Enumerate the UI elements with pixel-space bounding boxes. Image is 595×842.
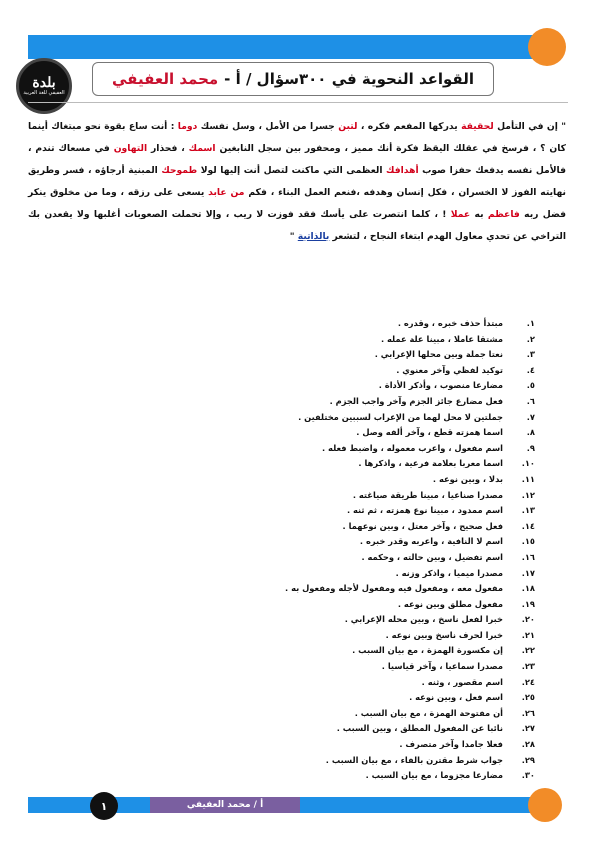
question-number: ٢٣.: [521, 661, 535, 672]
author-logo: [16, 58, 72, 114]
quote-highlight: بالذاتية: [297, 231, 330, 242]
list-item: [55, 753, 535, 769]
question-text: خبرا لحرف ناسخ وبين نوعه .: [385, 629, 503, 640]
question-number: ١٤.: [521, 520, 535, 531]
question-number: ١٩.: [521, 598, 535, 609]
quote-highlight: التهاون: [113, 143, 148, 154]
question-number: ١٨.: [521, 583, 535, 594]
title-author: محمد العفيفي: [112, 70, 219, 88]
question-number: ١.: [526, 318, 535, 328]
question-number: ٨.: [526, 427, 535, 438]
question-number: ١٢.: [521, 489, 535, 500]
question-number: ٢٠.: [521, 614, 535, 625]
list-item: [55, 737, 535, 753]
quote-text: يدركها المفعم فكره ،: [360, 121, 458, 132]
list-item: [55, 519, 535, 535]
page-title: [92, 62, 494, 96]
logo-text: بلدة: [32, 75, 56, 91]
quote-highlight: من عابد: [208, 187, 245, 198]
question-text: فعلا جامدا وآخر متصرف .: [399, 739, 503, 750]
list-item: [55, 441, 535, 457]
question-number: ٢٢.: [521, 645, 535, 656]
question-number: ٤.: [526, 364, 535, 375]
question-text: أن مفتوحة الهمزة ، مع بيان السبب .: [354, 707, 503, 718]
question-number: ٢١.: [521, 629, 535, 640]
question-number: ٢٧.: [521, 723, 535, 734]
list-item: [55, 581, 535, 597]
question-number: ١٦.: [521, 551, 535, 562]
question-text: اسم لا النافية ، واعربه وقدر خبره .: [359, 536, 503, 547]
list-item: [55, 768, 535, 784]
question-text: بدلا ، وبين نوعه .: [432, 473, 503, 484]
list-item: [55, 675, 535, 691]
quote-text: المبنية أرجاؤه ، فسر وطريق نهايته الفوز لا الخسران ، فكل إنسان وهدفه ،فنعم العمل البناء ، فكم: [28, 165, 567, 198]
question-text: مضارعا منصوب ، وأذكر الأداة .: [378, 380, 503, 391]
list-item: [55, 659, 535, 675]
question-number: ٧.: [526, 411, 535, 422]
question-text: خبرا لفعل ناسخ ، وبين محله الإعرابي .: [344, 614, 503, 625]
list-item: [55, 597, 535, 613]
quote-highlight: لتبن: [338, 121, 358, 132]
quote-text: في مسعاك تندم ، فالأمل نفسه يدفعك حفزا صوب: [28, 143, 567, 176]
list-item: [55, 425, 535, 441]
question-number: ١٧.: [521, 567, 535, 578]
quote-text: ، فحذار: [151, 143, 185, 154]
question-text: مبتدأ حذف خبره ، وقدره .: [397, 318, 503, 328]
question-number: ٩.: [526, 442, 535, 453]
question-text: مشتقا عاملا ، مبينا علة عمله .: [380, 333, 503, 344]
quote-text: : أنت ساع بقوة نحو مبتغاك أينما كان ؟ ، فرسخ في عقلك اليقظ فكرة أنك مميز ، ومحفور بين سجل النابغين: [28, 121, 566, 154]
question-text: اسما معربا بعلامة فرعية ، واذكرها .: [358, 458, 503, 469]
quote-highlight: عملا: [450, 209, 471, 220]
list-item: [55, 550, 535, 566]
quote-text: ": [289, 231, 295, 242]
title-text: القواعد النحوية في ٣٠٠سؤال / أ -: [224, 70, 475, 88]
question-text: مفعول معه ، ومفعول فيه ومفعول لأجله ومفعول به .: [285, 583, 503, 594]
question-text: مضارعا مجزوما ، مع بيان السبب .: [365, 770, 503, 781]
list-item: [55, 503, 535, 519]
quote-text: به: [474, 209, 484, 220]
question-number: ١٣.: [521, 505, 535, 516]
list-item: [55, 347, 535, 363]
question-number: ٢٩.: [521, 754, 535, 765]
question-number: ٣.: [526, 349, 535, 360]
question-text: مصدرا ميميا ، واذكر وزنه .: [395, 567, 503, 578]
quote-highlight: اسمك: [188, 143, 216, 154]
question-number: ٢٤.: [521, 676, 535, 687]
question-text: اسم تفضيل ، وبين حالته ، وحكمه .: [361, 551, 503, 562]
list-item: [55, 643, 535, 659]
footer-orange-circle: [528, 788, 562, 822]
question-number: ١١.: [521, 473, 535, 484]
list-item: [55, 332, 535, 348]
motivational-quote: [28, 116, 566, 248]
question-text: اسم ممدود ، مبينا نوع همزته ، ثم ثنه .: [346, 505, 503, 516]
question-number: ٥.: [526, 380, 535, 391]
question-text: مفعول مطلق وبين نوعه .: [397, 598, 503, 609]
quote-highlight: فاعظم: [487, 209, 520, 220]
question-text: مصدرا سماعيا ، وآخر قياسيا .: [381, 661, 503, 672]
list-item: [55, 721, 535, 737]
question-text: اسم مفعول ، واعرب معموله ، واضبط فعله .: [322, 442, 503, 453]
header-orange-circle: [528, 28, 566, 66]
list-item: [55, 394, 535, 410]
question-text: مصدرا صناعيا ، مبينا طريقة صياغته .: [352, 489, 503, 500]
question-text: جملتين لا محل لهما من الإعراب لسببين مختلفين .: [298, 411, 503, 422]
list-item: [55, 456, 535, 472]
list-item: [55, 628, 535, 644]
question-number: ٢.: [526, 333, 535, 344]
footer-author: أ / محمد العفيفي: [150, 797, 300, 813]
quote-text: جسرا من الأمل ، وسل نفسك: [200, 121, 335, 132]
question-text: نعتا جملة وبين محلها الإعرابي .: [374, 349, 503, 360]
question-number: ٦.: [526, 395, 535, 406]
list-item: [55, 612, 535, 628]
quote-text: يسعى على رزقه ، وما من مخلوق ينكر فضل ربه: [28, 187, 567, 220]
question-text: جواب شرط مقترن بالفاء ، مع بيان السبب .: [325, 754, 503, 765]
list-item: [55, 488, 535, 504]
list-item: [55, 566, 535, 582]
list-item: [55, 410, 535, 426]
header-top-bar: [28, 35, 546, 59]
header-divider: [28, 102, 568, 103]
quote-text: ! ، كلما انتصرت على يأسك فقد فوزت لا ريب ، وإلا تحملت الصعوبات أغلبها ولا يقعدن بك التراخي عن تحدي معاول الهدم ابتغاء النجاح ، لتشعر: [28, 209, 566, 242]
question-text: فعل صحيح ، وآخر معتل ، وبين نوعهما .: [342, 520, 503, 531]
question-number: ٢٨.: [521, 739, 535, 750]
question-text: اسما همزته قطع ، وآخر ألفه وصل .: [356, 427, 503, 438]
question-number: ٢٦.: [521, 707, 535, 718]
questions-list: [55, 316, 535, 784]
list-item: [55, 690, 535, 706]
list-item: [55, 363, 535, 379]
question-number: ٢٥.: [521, 692, 535, 703]
list-item: [55, 316, 535, 332]
logo-subtext: العفيفي للغة العربية: [23, 90, 65, 96]
question-text: إن مكسورة الهمزة ، مع بيان السبب .: [352, 645, 503, 656]
quote-highlight: طموحك: [161, 165, 198, 176]
list-item: [55, 706, 535, 722]
list-item: [55, 472, 535, 488]
question-text: اسم مقصور ، وثنه .: [421, 676, 503, 687]
quote-highlight: دوما: [177, 121, 198, 132]
quote-highlight: أهدافك: [386, 165, 419, 176]
page-number: ١: [90, 792, 118, 820]
quote-highlight: لحقيقة: [461, 121, 494, 132]
quote-text: " إن في التأمل: [497, 121, 567, 132]
question-text: اسم فعل ، وبين نوعه .: [409, 692, 503, 703]
question-number: ١٥.: [521, 536, 535, 547]
question-text: نائبا عن المفعول المطلق ، وبين السبب .: [336, 723, 503, 734]
quote-text: العظمى التي ماكنت لتصل أنت إليها لولا: [200, 165, 383, 176]
list-item: [55, 534, 535, 550]
list-item: [55, 378, 535, 394]
question-number: ٣٠.: [521, 770, 535, 781]
question-text: فعل مضارع جائز الجزم وآخر واجب الجزم .: [329, 395, 503, 406]
question-text: توكيد لفظي وآخر معنوي .: [396, 364, 503, 375]
question-number: ١٠.: [521, 458, 535, 469]
